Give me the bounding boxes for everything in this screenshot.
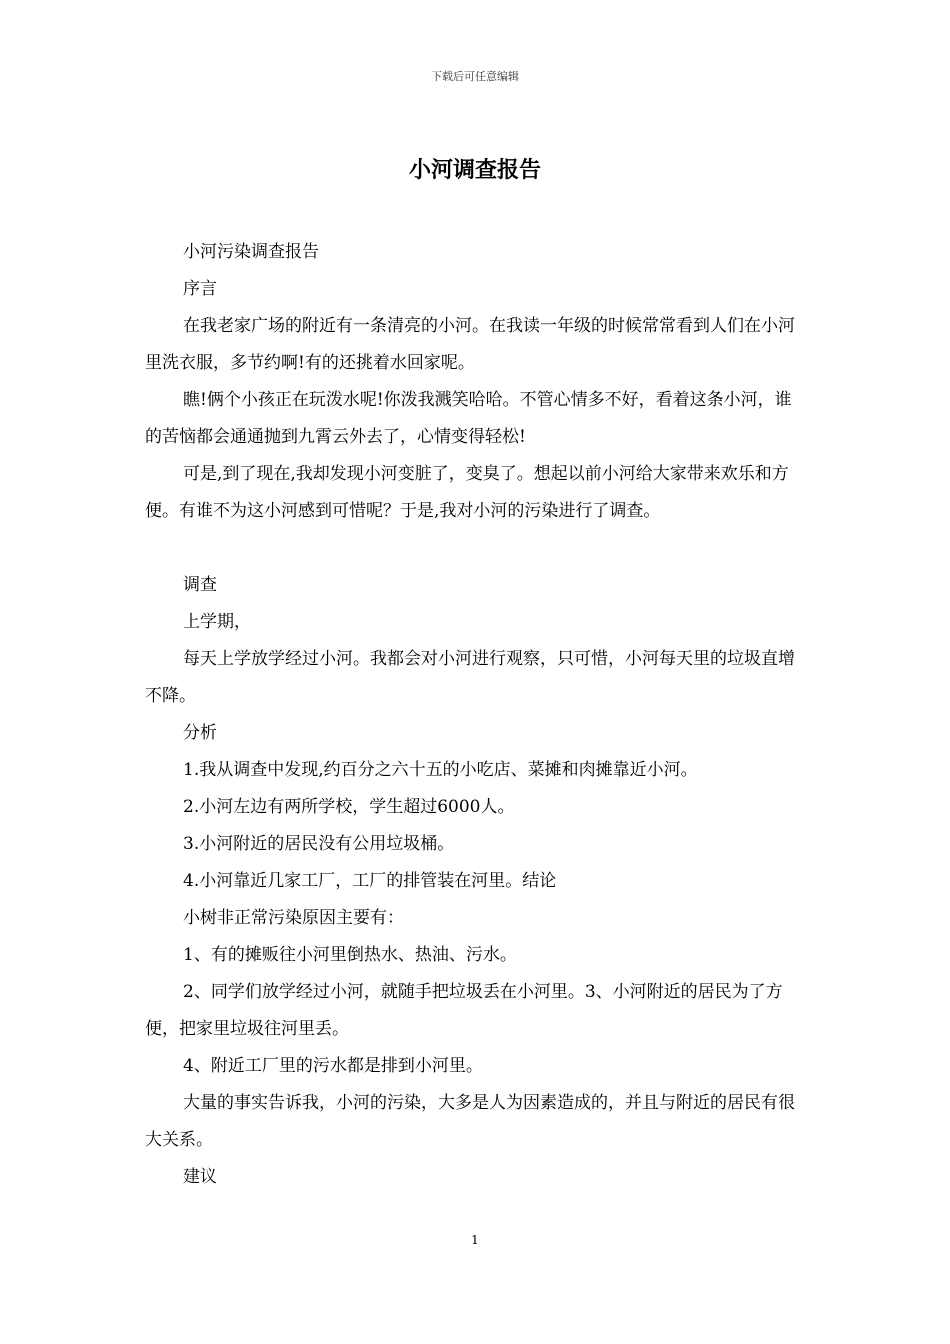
paragraph: 可是,到了现在,我却发现小河变脏了，变臭了。想起以前小河给大家带来欢乐和方便。有谁不为这小河感到可惜呢？于是,我对小河的污染进行了调查。 [145,464,789,521]
document-title: 小河调查报告 [408,158,541,183]
paragraph: 小河污染调查报告 [183,242,319,262]
paragraph: 4、附近工厂里的污水都是排到小河里。 [183,1056,483,1076]
paragraph: 3.小河附近的居民没有公用垃圾桶。 [183,834,455,854]
paragraph: 1、有的摊贩往小河里倒热水、热油、污水。 [183,945,517,965]
paragraph: 在我老家广场的附近有一条清亮的小河。在我读一年级的时候常常看到人们在小河里洗衣服，多节约啊!有的还挑着水回家呢。 [145,316,795,373]
paragraph: 2、同学们放学经过小河，就随手把垃圾丢在小河里。3、小河附近的居民为了方便，把家里垃圾往河里丢。 [145,982,783,1039]
paragraph: 瞧!俩个小孩正在玩泼水呢!你泼我溅笑哈哈。不管心情多不好，看着这条小河，谁的苦恼都会通通抛到九霄云外去了，心情变得轻松! [145,390,792,447]
paragraph: 4.小河靠近几家工厂，工厂的排管装在河里。结论 [183,871,557,891]
paragraph: 每天上学放学经过小河。我都会对小河进行观察，只可惜，小河每天里的垃圾直增不降。 [145,649,795,706]
paragraph: 上学期， [183,612,251,632]
paragraph: 调查 [183,575,217,595]
blank-line [145,530,807,567]
paragraph: 建议 [183,1167,217,1187]
paragraph: 1.我从调查中发现,约百分之六十五的小吃店、菜摊和肉摊靠近小河。 [183,760,698,780]
paragraph: 小树非正常污染原因主要有： [183,908,404,928]
page-number: 1 [471,1233,479,1247]
page-header: 下载后可任意编辑 [431,70,519,83]
paragraph: 分析 [183,723,217,743]
paragraph: 序言 [183,279,217,299]
document-body [145,234,807,1196]
paragraph: 2.小河左边有两所学校，学生超过6000人。 [183,797,515,817]
paragraph: 大量的事实告诉我，小河的污染，大多是人为因素造成的，并且与附近的居民有很大关系。 [145,1093,795,1150]
